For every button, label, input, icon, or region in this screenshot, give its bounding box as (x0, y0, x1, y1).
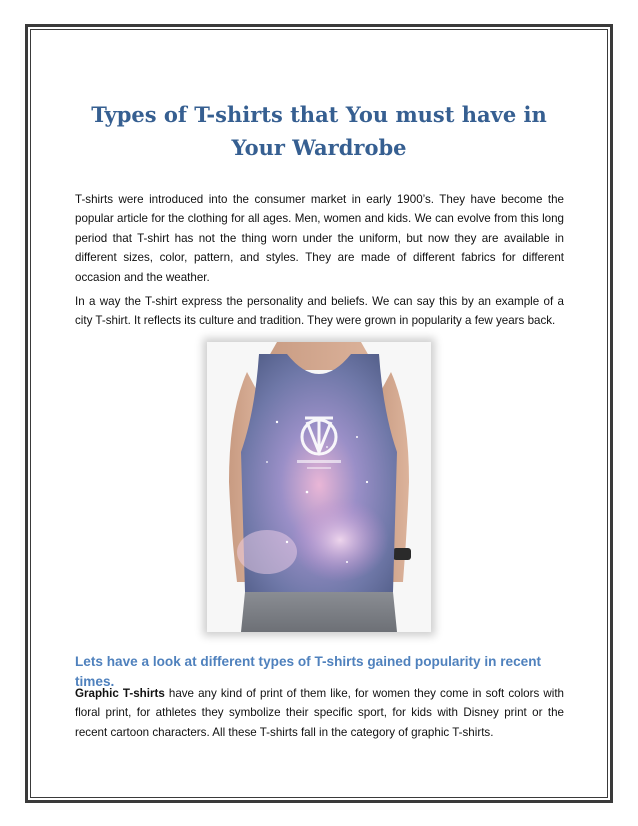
graphic-tshirts-term: Graphic T-shirts (75, 687, 165, 700)
tank-top-photo (207, 342, 431, 632)
graphic-tshirts-paragraph (75, 684, 564, 742)
types-subheading: Lets have a look at different types of T-shirts gained popularity in recent times. (75, 654, 542, 689)
personality-paragraph: In a way the T-shirt express the personality and beliefs. We can say this by an example of a city T-shirt. It reflects its culture and tradition. They were grown in popularity a few years back. (75, 295, 564, 328)
intro-paragraph: T-shirts were introduced into the consumer market in early 1900’s. They have become the popular article for the clothing for all ages. Men, women and kids. We can evolve from this long period that T-shirt has not the thing worn under the uniform, but now they are available in different sizes, color, pattern, and styles. They are made of different fabrics for different occasion and the weather. (75, 193, 564, 284)
tank-top-illustration (207, 342, 431, 632)
document-title: Types of T-shirts that You must have in Your Wardrobe (91, 102, 547, 160)
graphic-tshirts-text: have any kind of print of them like, for women they come in soft colors with floral print, for athletes they symbolize their specific sport, for kids with Disney print or the recent cartoon characters. All these T-shirts fall in the category of graphic T-shirts. (75, 687, 564, 739)
